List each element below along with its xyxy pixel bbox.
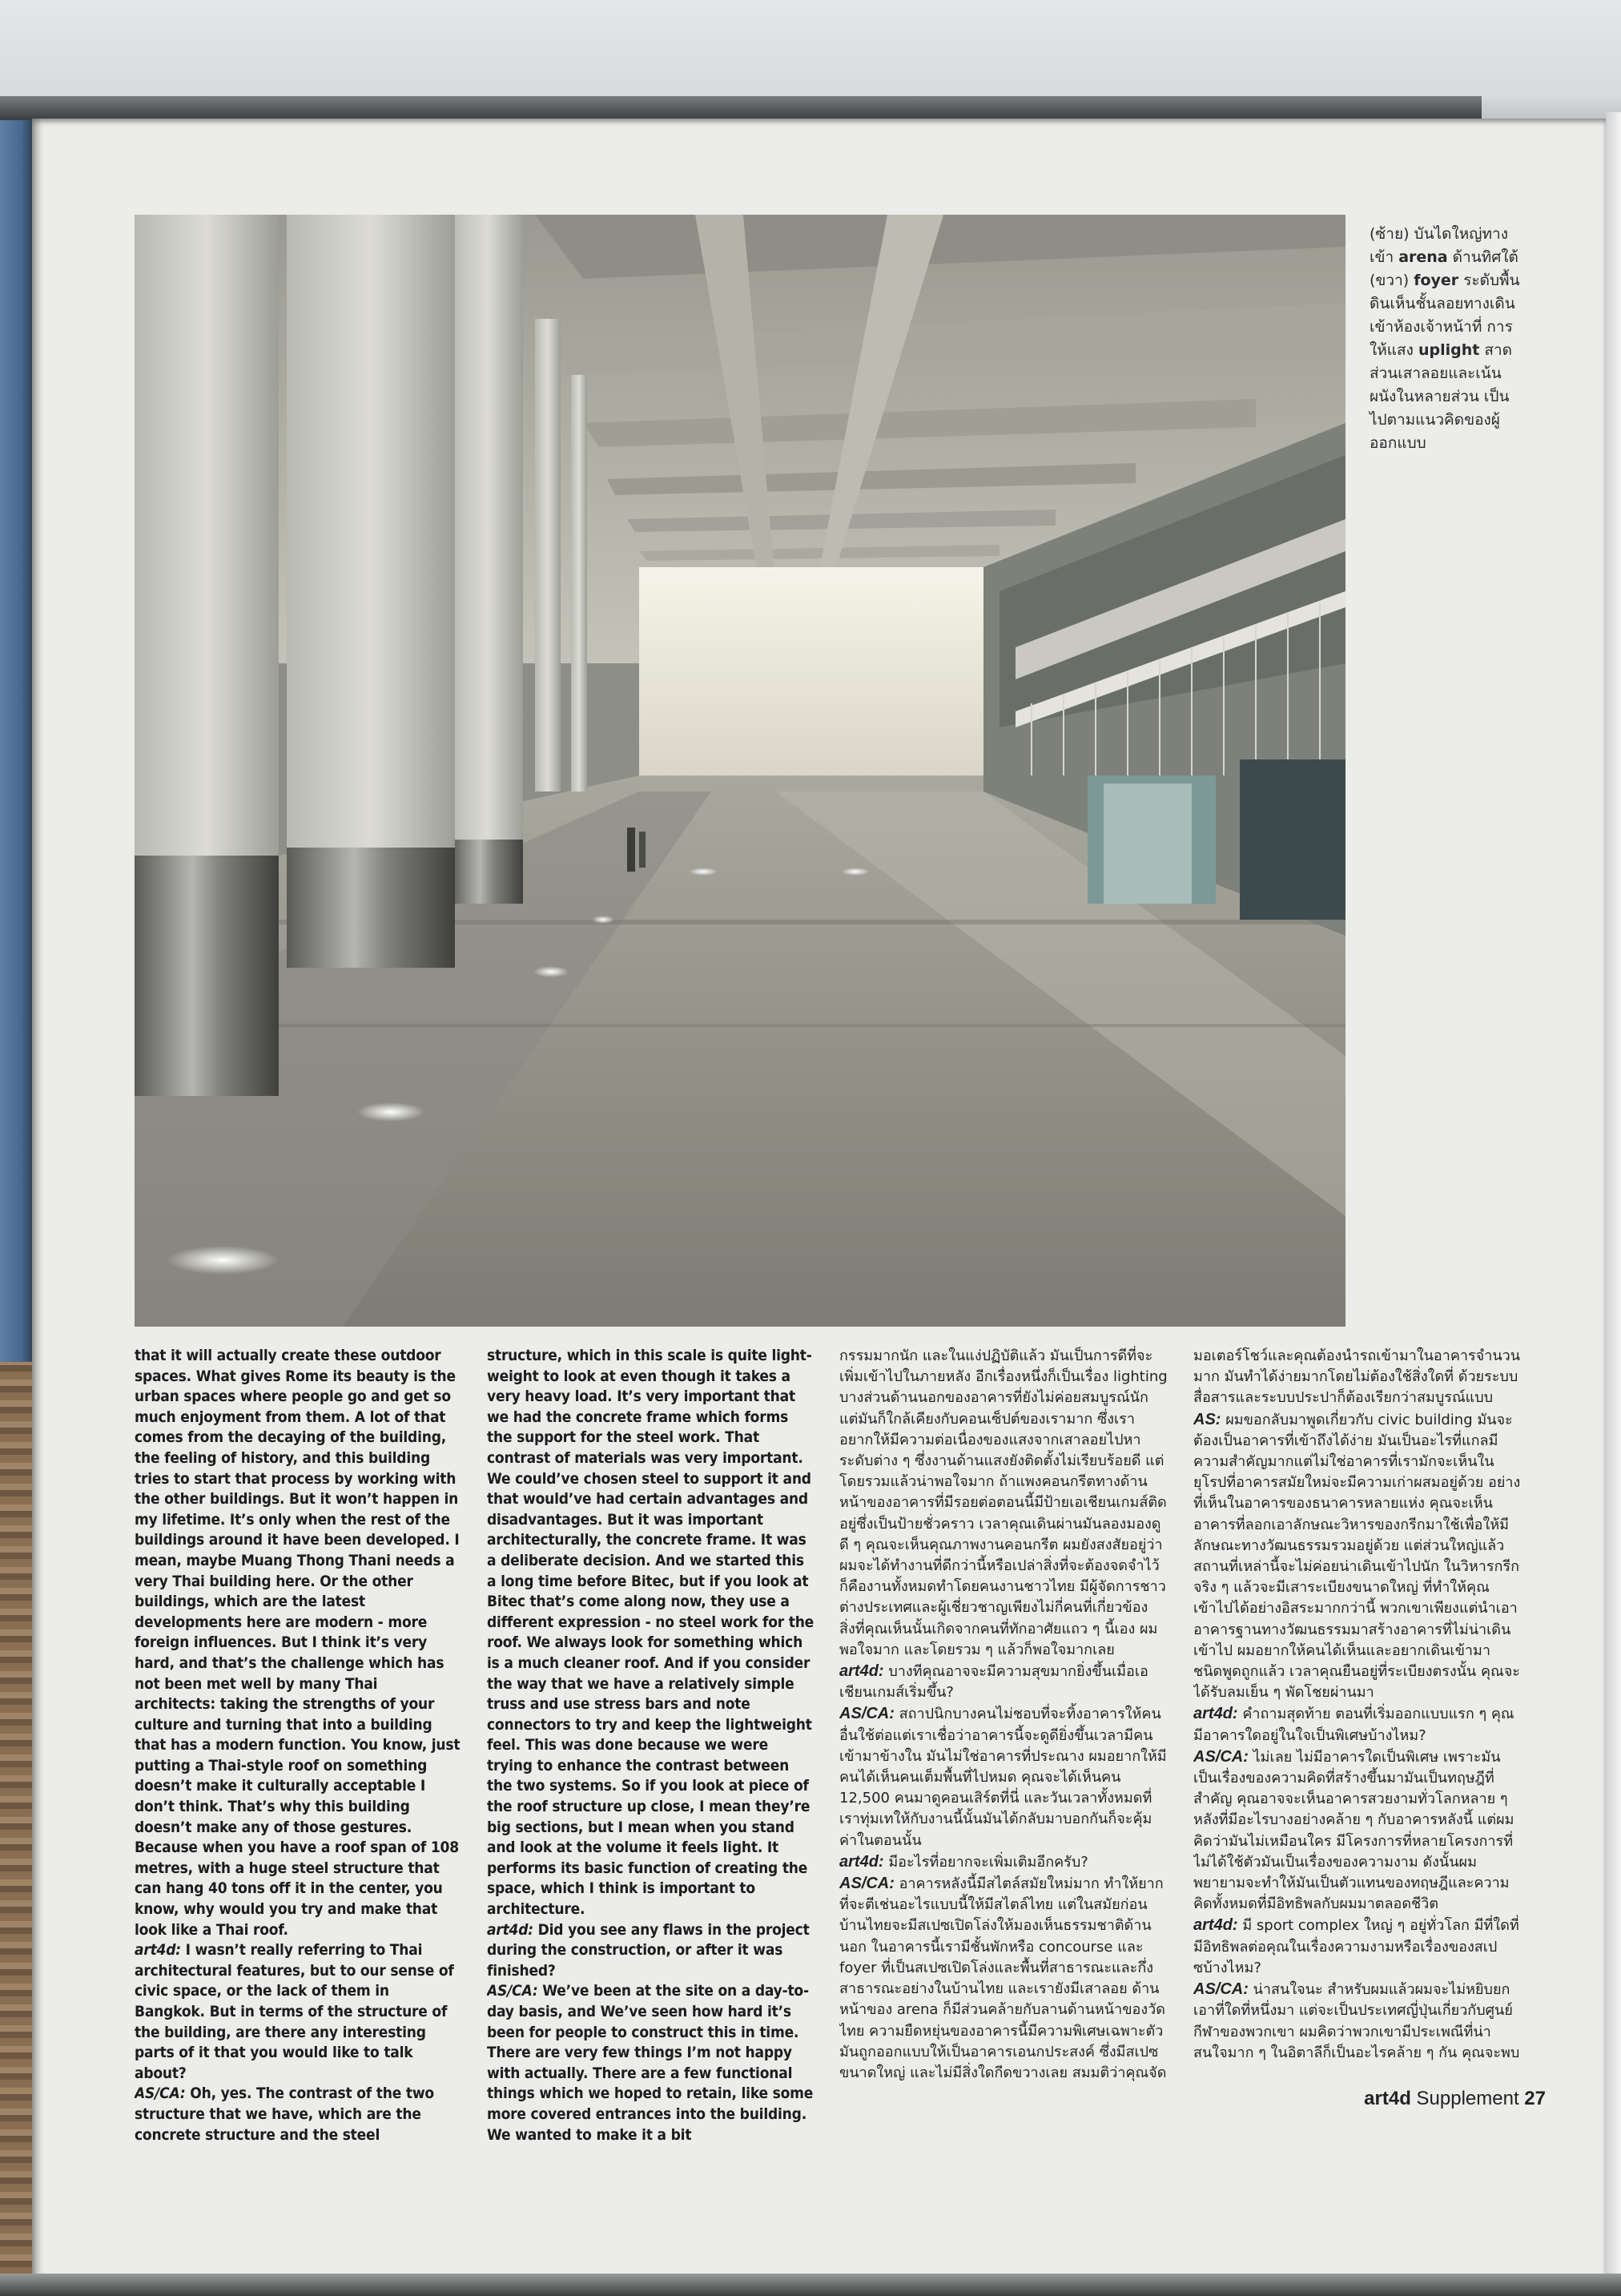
paragraph-text: น่าสนใจนะ สำหรับผมแล้วผมจะไม่หยิบยกเอาที่ใดที่หนึ่งมา แต่จะเป็นประเทศญี่ปุ่นเกี่ยวกับศูนย์กีฬาของพวกเขา ผมคิดว่าพวกเขามีประเพณีที่น่าสนใจมาก ๆ ในอิตาลีก็เป็นอะไรคล้าย ๆ กัน คุณจะพบ <box>1193 1981 1520 2061</box>
paragraph <box>839 1851 1168 1873</box>
speaker-label: art4d: <box>135 1941 181 1960</box>
paragraph <box>839 1703 1168 1851</box>
paragraph-text: มีอะไรที่อยากจะเพิ่มเติมอีกครับ? <box>888 1853 1088 1871</box>
interior-photo <box>135 215 1345 1327</box>
caption-line-1: (ซ้าย) บันไดใหญ่ทางเข้า <box>1370 225 1508 266</box>
paragraph <box>839 1873 1168 2084</box>
page-footer <box>1354 2088 1546 2110</box>
paragraph <box>1193 1346 1522 1409</box>
paragraph-text: structure, which in this scale is quite light-weight to look at even though it takes a very heavy load. It’s very important that we had the concrete frame which forms the support for the steel work. That contrast of materials was very important. We could’ve chosen steel to support it and that would’ve had certain advantages and disadvantages. But it was important architecturally, the concrete frame. It was a deliberate decision. And we started this a long time before Bitec, but if you look at Bitec that’s come along now, they use a different expression - no steel work for the roof. We always look for something which is a much cleaner roof. And if you consider the way that we have a relatively simple truss and use stress bars and note connectors to try and keep the lightweight feel. This was done because we were trying to enhance the contrast between the two systems. So if you look at piece of the roof structure up close, I mean they’re big sections, but I mean when you stand and look at the volume it feels light. It performs its basic function of creating the space, which I think is important to architecture. <box>487 1347 815 1919</box>
paragraph-text: สถาปนิกบางคนไม่ชอบที่จะทิ้งอาคารให้คนอื่นใช้ต่อแต่เราเชื่อว่าอาคารนี้จะดูดียิ่งขึ้นเวลามีคนเข้ามาข้างใน มันไม่ใช่อาคารที่ประณาง ผมอยากให้มีคนได้เห็นคนเต็มพื้นที่ไปหมด คุณจะได้เห็นคน 12,500 คนมาดูคอนเสิร์ตที่นี่ และวันเวลาทั้งหมดที่เราทุ่มเทให้กับงานนี้นั้นมันได้กลับมาบอกกันก็จะคุ้มค่าในตอนนั้น <box>839 1706 1167 1849</box>
paragraph-text: Did you see any flaws in the project during the construction, or after it was finished? <box>487 1920 810 1980</box>
paragraph-text: ผมขอกลับมาพูดเกี่ยวกับ civic building มันจะต้องเป็นอาคารที่เข้าถึงได้ง่าย มันเป็นอะไรที่แกลมีความสำคัญมากแต่ไม่ใช่อาคารที่เรามักจะเห็นในยุโรปที่อาคารสมัยใหม่จะมีความเก่าผสมอยู่ด้วย อย่างที่เห็นในอาคารของธนาคารหลายแห่ง คุณจะเห็นอาคารที่ลอกเอาลักษณะวิหารของกรีกมาใช้เพื่อให้มีลักษณะทางวัฒนธรรมรวมอยู่ด้วย แต่ส่วนใหญ่แล้วสถานที่เหล่านี้จะไม่ค่อยน่าเดินเข้าไปนัก ในวิหารกรีกจริง ๆ แล้วจะมีเสาระเบียงขนาดใหญ่ ที่ทำให้คุณเข้าไปได้อย่างอิสระมากกว่านี้ พวกเขาเพียงแต่นำเอาอาคารฐานทางวัฒนธรรมมาสร้างอาคารที่ไม่น่าเดินเข้าไป ผมอยากให้คนได้เห็นและอยากเดินเข้ามา ชนิดพูดถูกแล้ว เวลาคุณยืนอยู่ที่ระเบียงตรงนั้น คุณจะได้รับลมเย็น ๆ พัดโชยผ่านมา <box>1193 1411 1521 1702</box>
caption-foyer: foyer <box>1414 272 1459 289</box>
paragraph <box>135 1940 463 2084</box>
paragraph-text: I wasn’t really referring to Thai architectural features, but to our sense of civic space, or the lack of them in Bangkok. But in terms of the structure of the building, are there any interesting parts of it that you would like to talk about? <box>135 1941 454 2082</box>
paragraph <box>1193 1703 1522 1746</box>
paragraph-text: We’ve been at the site on a day-to-day basis, and We’ve seen how hard it’s been for people to construct this in time. There are very few things I’m not happy with actually. There are a few functional things which we hoped to retain, like some more covered entrances into the building. We wanted to make it a bit <box>487 1982 814 2144</box>
footer-brand: art4d <box>1364 2088 1411 2109</box>
caption-line-2: ด้านทิศใต้ <box>1447 248 1518 266</box>
paragraph <box>1193 1979 1522 2064</box>
paragraph <box>839 1661 1168 1703</box>
photo-caption <box>1370 223 1522 455</box>
paragraph <box>1193 1746 1522 1915</box>
article-column-1 <box>135 1346 463 2147</box>
article-column-3 <box>839 1346 1168 2147</box>
paragraph <box>135 2084 463 2145</box>
caption-arena: arena <box>1398 248 1448 266</box>
scan-background-right <box>1606 112 1621 2296</box>
paragraph <box>487 1981 815 2145</box>
speaker-label: art4d: <box>487 1920 533 1939</box>
paragraph <box>135 1346 463 1940</box>
caption-line-4: สาดส่วนเสาลอยและเน้นผนังในหลายส่วน เป็นไปตามแนวคิดของผู้ออกแบบ <box>1370 341 1512 452</box>
paragraph <box>1193 1915 1522 1979</box>
paragraph-text: อาคารหลังนี้มีสไตล์สมัยใหม่มาก ทำให้ยากที่จะตีเช่นอะไรแบบนี้ให้มีสไตล์ไทย แต่ในสมัยก่อนบ้านไทยจะมีสเปซเปิดโล่งให้มองเห็นธรรมชาติด้านนอก ในอาคารนี้เรามีชั้นพักหรือ concourse และ foyer ที่เป็นสเปซเปิดโล่งและพื้นที่สาธารณะและกึ่งสาธารณะอย่างในบ้านไทย และเรายังมีเสาลอย ด้านหน้าของ arena ก็มีส่วนคล้ายกับลานด้านหน้าของวัดไทย ความยืดหยุ่นของอาคารนี้มีความพิเศษเฉพาะตัว มันถูกออกแบบให้เป็นอาคารเอนกประสงค์ ซึ่งมีสเปซขนาดใหญ่ และไม่มีสิ่งใดกีดขวางเลย สมมติว่าคุณจัด <box>839 1875 1167 2081</box>
scan-background-bottom <box>0 2274 1621 2296</box>
caption-line-3: ระดับพื้นดินเห็นชั้นลอยทางเดินเข้าห้องเจ้าหน้าที่ การให้แสง <box>1370 272 1520 359</box>
speaker-label: AS: <box>1193 1410 1221 1428</box>
speaker-label: art4d: <box>839 1662 884 1681</box>
article-column-2 <box>487 1346 815 2147</box>
paragraph-text: that it will actually create these outdoor spaces. What gives Rome its beauty is the urban spaces where people go and get so much enjoyment from them. A lot of that comes from the decaying of the building, the feeling of history, and this building tries to start that process by working with the other buildings. But it won’t happen in my lifetime. It’s only when the rest of the buildings around it have been developed. I mean, maybe Muang Thong Thani needs a very Thai building here. Or the other buildings, which are the latest developments here are modern - more foreign influences. But I think it’s very hard, and that’s the challenge which has not been met well by many Thai architects: taking the strengths of your culture and turning that into a building that has a modern function. You know, just putting a Thai-style roof on something doesn’t make it culturally acceptable I don’t think. That’s why this building doesn’t make any of those gestures. Because when you have a roof span of 108 metres, with a huge steel structure that can hang 40 tons off it in the center, you know, why would you try and make that look like a Thai roof. <box>135 1347 461 1939</box>
paragraph <box>487 1346 815 1920</box>
speaker-label: AS/CA: <box>839 1875 895 1893</box>
speaker-label: art4d: <box>1193 1705 1238 1723</box>
paragraph-text: Oh, yes. The contrast of the two structure that we have, which are the concrete structure and the steel <box>135 2085 434 2144</box>
page-number: 27 <box>1524 2088 1546 2109</box>
speaker-label: AS/CA: <box>135 2085 186 2103</box>
caption-line-3-prefix: (ขวา) <box>1370 272 1414 289</box>
scan-background-left-lower <box>0 1362 35 2296</box>
paragraph <box>839 1346 1168 1661</box>
footer-section: Supplement <box>1416 2088 1519 2109</box>
speaker-label: AS/CA: <box>839 1705 895 1723</box>
paragraph-text: มี sport complex ใหญ่ ๆ อยู่ทั่วโลก มีที่ใดที่มีอิทธิพลต่อคุณในเรื่องความงามหรือเรื่องของสเปซบ้างไหม? <box>1193 1917 1519 1976</box>
speaker-label: art4d: <box>839 1852 884 1871</box>
paragraph-text: กรรมมากนัก และในแง่ปฏิบัติแล้ว มันเป็นการดีที่จะเพิ่มเข้าไปในภายหลัง อีกเรื่องหนึ่งก็เป็นเรื่อง lighting บางส่วนด้านนอกของอาคารที่ยังไม่ค่อยสมบูรณ์นัก แต่มันก็ใกล้เคียงกับคอนเซ็ปต์ของเรามาก ซึ่งเราอยากให้มีความต่อเนื่องของแสงจากเสาลอยไปหาระดับต่าง ๆ ซึ่งงานด้านแสงยังติดตั้งไม่เรียบร้อยดี แต่โดยรวมแล้วน่าพอใจมาก ถ้าแพงคอนกรีตทางด้านหน้าของอาคารที่มีรอยต่อตอนนี้มีป้ายเอเชียนเกมส์ติดอยู่ซึ่งเป็นป้ายชั่วคราว เวลาคุณเดินผ่านมันลองมองดูดี ๆ คุณจะเห็นคุณภาพงานคอนกรีต ผมยังสงสัยอยู่ว่าผมจะได้ทำงานที่ดีกว่านี้หรือเปล่าสิ่งที่จะต้องจดจำไว้ก็คืองานทั้งหมดทำโดยคนงานชาวไทย มีผู้จัดการชาวต่างประเทศและผู้เชี่ยวชาญเพียงไม่กี่คนที่เกี่ยวข้อง สิ่งที่คุณเห็นนั้นเกิดจากคนที่ทักอาศัยแถว ๆ นี้เอง ผมพอใจมาก และโดยรวม ๆ แล้วก็พอใจมากเลย <box>839 1347 1168 1658</box>
paragraph-text: มอเตอร์โชว์และคุณต้องนำรถเข้ามาในอาคารจำนวนมาก มันทำได้ง่ายมากโดยไม่ต้องใช้สิ่งใดที่ ด้วยระบบสื่อสารและระบบประปาก็ต้องเรียกว่าสมบูรณ์แบบ <box>1193 1347 1521 1407</box>
paragraph-text: บางทีคุณอาจจะมีความสุขมากยิ่งขึ้นเมื่อเอเชียนเกมส์เริ่มขึ้น? <box>839 1663 1148 1702</box>
scan-page-edge-shadow <box>0 96 1482 120</box>
paragraph-text: คำถามสุดท้าย ตอนที่เริ่มออกแบบแรก ๆ คุณมีอาคารใดอยู่ในใจเป็นพิเศษบ้างไหม? <box>1193 1706 1514 1744</box>
paragraph <box>1193 1409 1522 1704</box>
paragraph <box>487 1920 815 1982</box>
speaker-label: AS/CA: <box>487 1982 538 2000</box>
speaker-label: AS/CA: <box>1193 1747 1249 1766</box>
paragraph-text: ไม่เลย ไม่มีอาคารใดเป็นพิเศษ เพราะมันเป็นเรื่องของความคิดที่สร้างขึ้นมามันเป็นทฤษฎีที่สำคัญ คุณอาจจะเห็นอาคารสวยงามทั่วโลกหลาย ๆ หลังที่มีอะไรบางอย่างคล้าย ๆ กับอาคารหลังนี้ แต่ผมคิดว่ามันไม่เหมือนใคร มีโครงการที่หลายโครงการที่ไม่ได้ใช้ตัวมันเป็นเรื่องของความงาม ดังนั้นผมพยายามจะทำให้มันเป็นตัวแทนของทฤษฎีและความคิดทั้งหมดที่มีอิทธิพลกับผมมาตลอดชีวิต <box>1193 1748 1514 1913</box>
article-column-4 <box>1193 1346 1522 2147</box>
speaker-label: AS/CA: <box>1193 1980 1249 1999</box>
speaker-label: art4d: <box>1193 1916 1238 1935</box>
caption-uplight: uplight <box>1418 341 1480 359</box>
